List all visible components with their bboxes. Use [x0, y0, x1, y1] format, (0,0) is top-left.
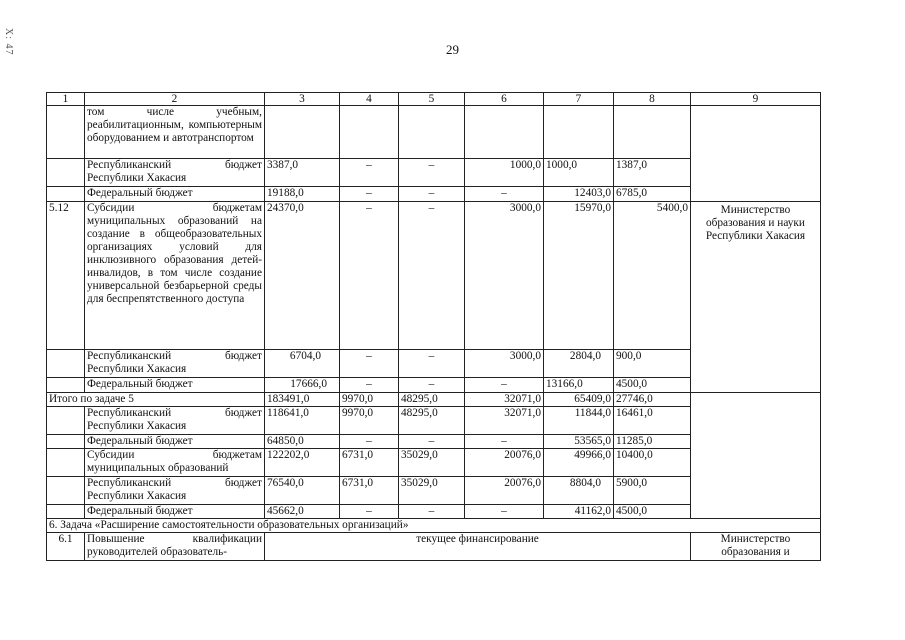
value-cell: 4500,0: [614, 378, 691, 393]
value-cell: 17666,0: [265, 378, 340, 393]
row-label: Повышение квалификации руководителей образователь-: [85, 533, 265, 561]
value-cell: –: [465, 378, 544, 393]
header-cell-8: 8: [614, 93, 691, 106]
header-cell-6: 6: [465, 93, 544, 106]
value-cell: 15970,0: [544, 202, 614, 350]
value-cell: 24370,0: [265, 202, 340, 350]
value-cell: 5900,0: [614, 477, 691, 505]
value-cell: 32071,0: [465, 393, 544, 407]
row-label: Федеральный бюджет: [85, 187, 265, 202]
value-cell: –: [340, 159, 399, 187]
value-cell: 16461,0: [614, 407, 691, 435]
table-row: [47, 202, 821, 350]
value-cell: 3000,0: [465, 350, 544, 378]
value-cell: 1000,0: [465, 159, 544, 187]
value-cell: 6785,0: [614, 187, 691, 202]
value-cell: –: [340, 350, 399, 378]
row-label: том числе учебным, реабилитационным, компьютерным оборудованием и автотранспортом: [85, 106, 265, 159]
value-cell: 6731,0: [340, 449, 399, 477]
value-cell: 3387,0: [265, 159, 340, 187]
value-cell: 2804,0: [544, 350, 614, 378]
merged-value-cell: текущее финансирование: [265, 533, 691, 561]
table-row: [47, 393, 821, 407]
row-label: Республиканский бюджет Республики Хакасия: [85, 477, 265, 505]
value-cell: –: [399, 350, 465, 378]
value-cell: –: [340, 505, 399, 519]
value-cell: 27746,0: [614, 393, 691, 407]
value-cell: 35029,0: [399, 477, 465, 505]
value-cell: 9970,0: [340, 393, 399, 407]
value-cell: 10400,0: [614, 449, 691, 477]
value-cell: 9970,0: [340, 407, 399, 435]
value-cell: –: [465, 435, 544, 449]
value-cell: –: [340, 202, 399, 350]
executor-cell: [691, 106, 821, 202]
value-cell: 76540,0: [265, 477, 340, 505]
value-cell: 1000,0: [544, 159, 614, 187]
header-cell-9: 9: [691, 93, 821, 106]
row-label: Федеральный бюджет: [85, 505, 265, 519]
section-title: 6. Задача «Расширение самостоятельности образовательных организаций»: [47, 519, 821, 533]
value-cell: –: [399, 435, 465, 449]
table-row: [47, 106, 821, 159]
budget-table: [46, 92, 821, 561]
value-cell: –: [399, 159, 465, 187]
value-cell: –: [465, 505, 544, 519]
value-cell: –: [340, 187, 399, 202]
value-cell: 35029,0: [399, 449, 465, 477]
value-cell: 64850,0: [265, 435, 340, 449]
header-cell-4: 4: [340, 93, 399, 106]
value-cell: 900,0: [614, 350, 691, 378]
row-label: Республиканский бюджет Республики Хакасия: [85, 159, 265, 187]
row-label: Субсидии бюджетам муниципальных образований: [85, 449, 265, 477]
header-row: [47, 93, 821, 106]
value-cell: –: [340, 435, 399, 449]
value-cell: –: [399, 202, 465, 350]
row-label: Республиканский бюджет Республики Хакасия: [85, 350, 265, 378]
value-cell: 19188,0: [265, 187, 340, 202]
value-cell: –: [465, 187, 544, 202]
value-cell: 49966,0: [544, 449, 614, 477]
side-mark: Х: 47: [3, 28, 14, 56]
row-label: Республиканский бюджет Республики Хакасия: [85, 407, 265, 435]
row-number-cell: 6.1: [47, 533, 85, 561]
value-cell: 48295,0: [399, 407, 465, 435]
value-cell: –: [399, 187, 465, 202]
row-label: Федеральный бюджет: [85, 435, 265, 449]
value-cell: 65409,0: [544, 393, 614, 407]
header-cell-7: 7: [544, 93, 614, 106]
section-row: [47, 519, 821, 533]
executor-cell: Министерство образования и науки Республики Хакасия: [691, 202, 821, 393]
value-cell: 6704,0: [265, 350, 340, 378]
value-cell: 5400,0: [614, 202, 691, 350]
value-cell: 11844,0: [544, 407, 614, 435]
page-number: 29: [446, 42, 459, 57]
row-number-cell: [47, 106, 85, 159]
value-cell: –: [399, 378, 465, 393]
value-cell: 4500,0: [614, 505, 691, 519]
value-cell: 41162,0: [544, 505, 614, 519]
value-cell: 13166,0: [544, 378, 614, 393]
value-cell: 183491,0: [265, 393, 340, 407]
row-label: Итого по задаче 5: [47, 393, 265, 407]
value-cell: 32071,0: [465, 407, 544, 435]
header-cell-2: 2: [85, 93, 265, 106]
executor-cell: [691, 393, 821, 519]
value-cell: 8804,0: [544, 477, 614, 505]
value-cell: 3000,0: [465, 202, 544, 350]
header-cell-5: 5: [399, 93, 465, 106]
value-cell: 48295,0: [399, 393, 465, 407]
executor-cell: Министерство образования и: [691, 533, 821, 561]
row-number-cell: 5.12: [47, 202, 85, 350]
header-cell-3: 3: [265, 93, 340, 106]
value-cell: –: [340, 378, 399, 393]
value-cell: 1387,0: [614, 159, 691, 187]
table-row: [47, 533, 821, 561]
value-cell: 6731,0: [340, 477, 399, 505]
value-cell: 11285,0: [614, 435, 691, 449]
value-cell: 20076,0: [465, 477, 544, 505]
value-cell: 20076,0: [465, 449, 544, 477]
value-cell: 53565,0: [544, 435, 614, 449]
value-cell: 122202,0: [265, 449, 340, 477]
value-cell: 45662,0: [265, 505, 340, 519]
value-cell: –: [399, 505, 465, 519]
value-cell: 118641,0: [265, 407, 340, 435]
row-label: Субсидии бюджетам муниципальных образований на создание в общеобразовательных организациях условий для инклюзивного образования детей-инвалидов, в том числе создание универсальной безбарьерной среды для беспрепятственного доступа: [85, 202, 265, 350]
value-cell: 12403,0: [544, 187, 614, 202]
header-cell-1: 1: [47, 93, 85, 106]
row-label: Федеральный бюджет: [85, 378, 265, 393]
